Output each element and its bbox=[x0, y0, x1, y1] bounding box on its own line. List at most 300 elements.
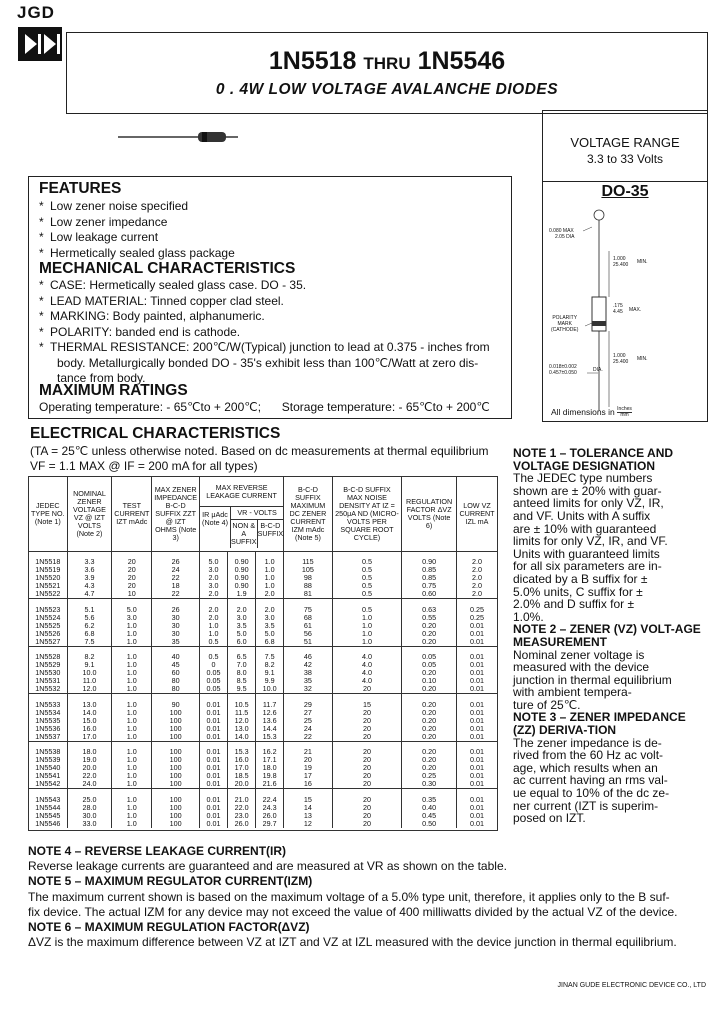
table-cell: 0.90 bbox=[402, 551, 457, 566]
table-cell: 13 bbox=[284, 812, 333, 820]
table-cell: 12.0 bbox=[67, 685, 112, 694]
features-panel bbox=[28, 176, 512, 419]
table-cell: 19.0 bbox=[67, 756, 112, 764]
table-cell: 3.6 bbox=[67, 566, 112, 574]
list-item: * Low leakage current bbox=[39, 230, 159, 244]
table-cell: 1.0 bbox=[256, 566, 284, 574]
table-cell: 61 bbox=[284, 622, 333, 630]
lead-length-label-2 bbox=[613, 353, 628, 365]
dim-text: 1.000 bbox=[613, 256, 626, 262]
table-cell: 1.0 bbox=[200, 622, 228, 630]
table-cell: 1.0 bbox=[112, 804, 152, 812]
table-cell: 1.0 bbox=[332, 622, 401, 630]
note-line: Units with guaranteed limits bbox=[513, 546, 660, 561]
ratings-heading: MAXIMUM RATINGS bbox=[39, 382, 188, 399]
table-cell: 42 bbox=[284, 661, 333, 669]
table-cell: 27 bbox=[284, 709, 333, 717]
table-cell: 100 bbox=[152, 709, 200, 717]
table-cell: 13.0 bbox=[67, 694, 112, 709]
list-item-text: POLARITY: banded end is cathode. bbox=[50, 324, 241, 339]
table-cell: 80 bbox=[152, 677, 200, 685]
table-cell: 15.3 bbox=[228, 741, 256, 756]
table-cell: 0.20 bbox=[402, 741, 457, 756]
list-item: * Low zener noise specified bbox=[39, 199, 189, 213]
table-cell: 0.40 bbox=[402, 804, 457, 812]
table-cell: 6.5 bbox=[228, 646, 256, 661]
list-item-text: Low zener noise specified bbox=[50, 199, 189, 213]
dim-text: MARK bbox=[557, 321, 572, 327]
table-cell: 26 bbox=[152, 551, 200, 566]
dim-text: 4.45 bbox=[613, 309, 623, 315]
table-cell: 33.0 bbox=[67, 820, 112, 828]
dim-text: mm bbox=[620, 412, 629, 419]
table-cell: 20 bbox=[332, 725, 401, 733]
table-cell: 13.0 bbox=[228, 725, 256, 733]
table-cell: 0.20 bbox=[402, 733, 457, 742]
table-cell: 1N5530 bbox=[35, 668, 61, 677]
table-cell: 1N5536 bbox=[35, 723, 61, 733]
table-cell: 1N5524 bbox=[35, 612, 61, 622]
polarity-mark-label bbox=[551, 315, 578, 333]
package-name: DO-35 bbox=[601, 183, 649, 200]
table-cell: 98 bbox=[284, 574, 333, 582]
note-line: with ambient tempera- bbox=[513, 685, 632, 700]
table-cell: 0.01 bbox=[457, 804, 497, 812]
list-item-text: CASE: Hermetically sealed glass case. DO - 35. bbox=[50, 278, 307, 292]
table-cell: 18.5 bbox=[228, 772, 256, 780]
table-cell: 2.0 bbox=[200, 599, 228, 614]
table-cell: 1N5539 bbox=[35, 755, 61, 764]
table-cell: 11.0 bbox=[67, 677, 112, 685]
table-cell: 24 bbox=[152, 566, 200, 574]
table-cell: 3.0 bbox=[200, 566, 228, 574]
table-cell: 0.5 bbox=[332, 551, 401, 566]
table-cell: 1.0 bbox=[112, 772, 152, 780]
table-cell: 0.25 bbox=[457, 599, 497, 614]
table-cell: 2.0 bbox=[457, 582, 497, 590]
table-cell: 2.0 bbox=[228, 599, 256, 614]
table-cell: 0.01 bbox=[457, 646, 497, 661]
table-cell: 0.01 bbox=[200, 804, 228, 812]
part-to: 1N5546 bbox=[417, 47, 506, 75]
table-cell: 3.5 bbox=[228, 622, 256, 630]
table-cell: 2.0 bbox=[200, 574, 228, 582]
table-row bbox=[29, 685, 497, 694]
operating-temp: Operating temperature: - 65℃to + 200℃; bbox=[39, 400, 262, 414]
col-header: IR μAdc (Note 4) bbox=[200, 507, 231, 548]
table-cell: 26.0 bbox=[228, 820, 256, 828]
table-row bbox=[29, 789, 497, 804]
table-row bbox=[29, 638, 497, 647]
note-line: dicated by a B suffix for ± bbox=[513, 571, 648, 586]
table-cell: 38 bbox=[284, 669, 333, 677]
col-header: VR - VOLTS bbox=[231, 507, 283, 520]
table-cell: 0.85 bbox=[402, 574, 457, 582]
table-cell: 0.01 bbox=[457, 772, 497, 780]
table-cell: 0.01 bbox=[457, 756, 497, 764]
table-cell: 21.0 bbox=[228, 789, 256, 804]
note-line: Nominal zener voltage is bbox=[513, 647, 645, 662]
table-cell: 0.05 bbox=[402, 661, 457, 669]
table-cell: 0.5 bbox=[332, 590, 401, 599]
table-cell: 0.20 bbox=[402, 717, 457, 725]
table-cell: 0.50 bbox=[402, 820, 457, 828]
dim-text: DIA. bbox=[593, 367, 603, 373]
table-cell: 0.01 bbox=[200, 812, 228, 820]
conditions-line: VF = 1.1 MAX @ IF = 200 mA for all types) bbox=[30, 459, 258, 473]
table-cell: 0.01 bbox=[457, 733, 497, 742]
table-cell: 1.0 bbox=[112, 725, 152, 733]
table-cell: 1N5543 bbox=[29, 789, 67, 804]
table-cell: 0.20 bbox=[402, 756, 457, 764]
table-cell: 0.01 bbox=[200, 709, 228, 717]
table-cell: 3.9 bbox=[67, 574, 112, 582]
list-item: * POLARITY: banded end is cathode. bbox=[39, 324, 241, 339]
mechanical-list bbox=[39, 278, 490, 387]
thru-label: THRU bbox=[363, 54, 411, 73]
table-cell: 1N5538 bbox=[29, 741, 67, 756]
table-cell: 1.0 bbox=[112, 677, 152, 685]
table-cell: 1.0 bbox=[112, 630, 152, 638]
list-item: * MARKING: Body painted, alphanumeric. bbox=[39, 309, 265, 323]
table-cell: 10.0 bbox=[67, 669, 112, 677]
dim-text: Inches bbox=[617, 406, 632, 413]
dim-text: 0.457±0.050 bbox=[549, 370, 577, 376]
company-logo-icon bbox=[17, 26, 63, 62]
table-cell: 12.0 bbox=[228, 717, 256, 725]
list-item: * LEAD MATERIAL: Tinned copper clad steel. bbox=[39, 293, 284, 308]
table-row bbox=[29, 694, 497, 709]
note-5-title: NOTE 5 – MAXIMUM REGULATOR CURRENT(IZM) bbox=[28, 874, 313, 889]
table-cell: 35 bbox=[284, 677, 333, 685]
storage-temp: Storage temperature: - 65℃to + 200℃ bbox=[281, 400, 490, 414]
table-cell: 15.3 bbox=[256, 733, 284, 742]
note-line: rived from the 60 Hz ac volt- bbox=[513, 748, 664, 763]
table-cell: 0.01 bbox=[457, 764, 497, 772]
dim-text: MIN. bbox=[637, 259, 648, 265]
table-cell: 115 bbox=[284, 551, 333, 566]
table-cell: 20 bbox=[284, 756, 333, 764]
table-cell: 22.0 bbox=[228, 804, 256, 812]
table-cell: 0.01 bbox=[200, 733, 228, 742]
table-row bbox=[29, 590, 497, 599]
table-cell: 8.0 bbox=[228, 669, 256, 677]
body-length-label bbox=[613, 303, 623, 315]
table-cell: 6.2 bbox=[67, 622, 112, 630]
table-cell: 0.75 bbox=[402, 582, 457, 590]
part-number-title bbox=[67, 47, 707, 76]
table-cell: 2.0 bbox=[200, 590, 228, 599]
table-cell: 1.0 bbox=[256, 551, 284, 566]
dim-text: All dimensions in bbox=[551, 407, 615, 417]
table-cell: 20 bbox=[332, 733, 401, 742]
table-cell: 1.0 bbox=[112, 741, 152, 756]
table-cell: 18 bbox=[152, 582, 200, 590]
table-cell: 10 bbox=[112, 590, 152, 599]
table-cell: 2.0 bbox=[256, 599, 284, 614]
table-cell: 1N5528 bbox=[29, 646, 67, 661]
col-header: REGULATION FACTOR ΔVZ VOLTS (Note 6) bbox=[402, 477, 457, 551]
table-cell: 1N5521 bbox=[35, 581, 61, 590]
lead-length-label bbox=[613, 256, 628, 268]
dim-text: MIN. bbox=[637, 356, 648, 362]
table-cell: 0.5 bbox=[332, 566, 401, 574]
table-cell: 22 bbox=[284, 733, 333, 742]
table-cell: 1N5529 bbox=[35, 660, 61, 669]
table-cell: 20 bbox=[332, 764, 401, 772]
note-line: 2.0% and D suffix for ± bbox=[513, 597, 635, 612]
company-footer: JINAN GUDE ELECTRONIC DEVICE CO., LTD bbox=[557, 982, 706, 989]
table-cell: 1N5518 bbox=[35, 557, 61, 566]
table-cell: 5.0 bbox=[200, 551, 228, 566]
table-cell: 35 bbox=[152, 638, 200, 647]
col-header: MAX ZENER IMPEDANCE B-C-D SUFFIX ZZT @ IZT OHMS (Note 3) bbox=[152, 477, 200, 551]
table-cell: 3.0 bbox=[112, 614, 152, 622]
table-cell: 10.5 bbox=[228, 694, 256, 709]
bottom-notes bbox=[28, 844, 708, 950]
table-cell: 40 bbox=[152, 646, 200, 661]
table-cell: 20 bbox=[332, 804, 401, 812]
table-cell: 1N5526 bbox=[35, 628, 61, 638]
table-cell: 0.63 bbox=[402, 599, 457, 614]
table-cell: 20.0 bbox=[67, 764, 112, 772]
note-line: and VF. Units with A suffix bbox=[513, 508, 651, 523]
note-line: 1.0%. bbox=[513, 609, 544, 624]
table-cell: 100 bbox=[152, 733, 200, 742]
col-header: B-C-D SUFFIX MAX NOISE DENSITY AT IZ = 250μA ND (MICRO-VOLTS PER SQUARE ROOT CYCLE) bbox=[332, 477, 401, 551]
table-cell: 6.8 bbox=[256, 638, 284, 647]
table-cell: 5.1 bbox=[67, 599, 112, 614]
table-cell: 0.01 bbox=[457, 677, 497, 685]
table-cell: 0.20 bbox=[402, 638, 457, 647]
note-line: measured with the device bbox=[513, 660, 650, 675]
table-cell: 0.5 bbox=[332, 582, 401, 590]
note-5-line: The maximum current shown is based on the maximum voltage of a 5.0% type unit, therefore, it applies only to the B suf- bbox=[28, 889, 670, 904]
table-cell: 0.01 bbox=[200, 717, 228, 725]
table-cell: 20 bbox=[112, 574, 152, 582]
table-cell: 26 bbox=[152, 599, 200, 614]
table-cell: 100 bbox=[152, 756, 200, 764]
lead-diameter-label bbox=[549, 228, 574, 240]
table-cell: 5.6 bbox=[67, 614, 112, 622]
note-line: The zener impedance is de- bbox=[513, 735, 662, 750]
table-cell: 0.01 bbox=[200, 780, 228, 789]
table-row bbox=[29, 780, 497, 789]
note-line: for all six parameters are in- bbox=[513, 559, 662, 574]
note-line: junction in thermal equilibrium bbox=[513, 672, 672, 687]
list-item: * Hermetically sealed glass package bbox=[39, 245, 235, 260]
list-item-text: body. Metallurgically bonded DO - 35's exhibit less than 100℃/Watt at zero dis- bbox=[57, 355, 479, 370]
table-cell: 29.7 bbox=[256, 820, 284, 828]
table-cell: 20 bbox=[332, 741, 401, 756]
table-cell: 1N5527 bbox=[35, 636, 61, 646]
features-heading: FEATURES bbox=[39, 180, 122, 197]
table-cell: 0.01 bbox=[457, 661, 497, 669]
table-cell: 0.01 bbox=[457, 812, 497, 820]
table-cell: 105 bbox=[284, 566, 333, 574]
table-cell: 0.30 bbox=[402, 780, 457, 789]
dim-text: 2.05 DIA bbox=[555, 234, 575, 240]
table-cell: 14 bbox=[284, 804, 333, 812]
dimensions-footnote bbox=[551, 407, 632, 418]
table-cell: 3.0 bbox=[228, 614, 256, 622]
dim-text: 0.080 MAX bbox=[549, 228, 574, 234]
table-cell: 20 bbox=[332, 685, 401, 694]
col-header: B-C-D SUFFIX bbox=[257, 520, 284, 538]
table-cell: 17.1 bbox=[256, 756, 284, 764]
note-4-title: NOTE 4 – REVERSE LEAKAGE CURRENT(IR) bbox=[28, 844, 287, 858]
table-cell: 18.0 bbox=[256, 764, 284, 772]
list-item-text: LEAD MATERIAL: Tinned copper clad steel. bbox=[50, 293, 284, 308]
table-cell: 1.0 bbox=[112, 638, 152, 647]
table-cell: 1.0 bbox=[200, 630, 228, 638]
note-2-title: NOTE 2 – ZENER (VZ) VOLT-AGE MEASUREMENT bbox=[513, 622, 701, 649]
col-header: MAX REVERSE LEAKAGE CURRENT bbox=[200, 480, 283, 507]
table-cell: 0.20 bbox=[402, 669, 457, 677]
table-cell: 12.6 bbox=[256, 709, 284, 717]
table-cell: 0.05 bbox=[200, 685, 228, 694]
table-cell: 1.0 bbox=[332, 638, 401, 647]
table-cell: 20.0 bbox=[228, 780, 256, 789]
electrical-table bbox=[28, 476, 498, 831]
table-cell: 23.0 bbox=[228, 812, 256, 820]
dim-text: .175 bbox=[613, 303, 623, 309]
table-cell: 0.01 bbox=[457, 669, 497, 677]
note-1-body bbox=[513, 472, 705, 623]
table-cell: 25.0 bbox=[67, 789, 112, 804]
table-cell: 56 bbox=[284, 630, 333, 638]
table-cell: 16 bbox=[284, 780, 333, 789]
table-cell: 1N5546 bbox=[35, 818, 61, 828]
table-cell: 2.0 bbox=[457, 566, 497, 574]
table-cell: 0.01 bbox=[200, 772, 228, 780]
table-cell: 1N5531 bbox=[35, 676, 61, 685]
table-row bbox=[29, 551, 497, 566]
table-cell: 29 bbox=[284, 694, 333, 709]
table-cell: 0.25 bbox=[402, 772, 457, 780]
table-cell: 4.0 bbox=[332, 646, 401, 661]
note-line: posed on IZT. bbox=[513, 811, 586, 826]
table-cell: 1.0 bbox=[112, 694, 152, 709]
table-cell: 15 bbox=[284, 789, 333, 804]
lead-wire-diameter-label bbox=[549, 364, 577, 376]
table-cell: 17.0 bbox=[67, 733, 112, 742]
side-notes bbox=[513, 447, 705, 825]
table-cell: 1.0 bbox=[112, 709, 152, 717]
table-cell: 24.3 bbox=[256, 804, 284, 812]
ratings-line bbox=[39, 400, 490, 416]
table-cell: 20 bbox=[112, 582, 152, 590]
note-line: ture of 25℃. bbox=[513, 697, 581, 712]
table-cell: 2.0 bbox=[457, 574, 497, 582]
note-line: limits for only VZ, IR, and VF. bbox=[513, 534, 668, 549]
table-cell: 0.01 bbox=[457, 685, 497, 694]
conditions-line: (TA = 25℃ unless otherwise noted. Based on dc measurements at thermal equilibrium bbox=[30, 444, 489, 458]
dim-text: 25.400 bbox=[613, 262, 629, 268]
table-cell: 1.0 bbox=[112, 789, 152, 804]
table-cell: 11.5 bbox=[228, 709, 256, 717]
table-cell: 14.0 bbox=[67, 709, 112, 717]
table-cell: 0.01 bbox=[457, 638, 497, 647]
table-cell: 25 bbox=[284, 717, 333, 725]
table-cell: 0.85 bbox=[402, 566, 457, 574]
table-cell: 1N5542 bbox=[35, 779, 61, 788]
table-cell: 1N5520 bbox=[35, 573, 61, 582]
dim-text: MAX. bbox=[629, 307, 642, 313]
features-list bbox=[39, 199, 235, 261]
table-cell: 0.01 bbox=[457, 820, 497, 828]
table-cell: 100 bbox=[152, 789, 200, 804]
table-cell: 16.2 bbox=[256, 741, 284, 756]
electrical-conditions bbox=[30, 444, 488, 474]
table-cell: 0.05 bbox=[200, 677, 228, 685]
table-cell: 1N5532 bbox=[35, 684, 61, 693]
table-cell: 4.0 bbox=[332, 661, 401, 669]
table-cell: 0.01 bbox=[200, 789, 228, 804]
table-cell: 17.0 bbox=[228, 764, 256, 772]
dim-text: (CATHODE) bbox=[551, 327, 579, 333]
table-cell: 28.0 bbox=[67, 804, 112, 812]
table-cell: 22.4 bbox=[256, 789, 284, 804]
table-cell: 100 bbox=[152, 780, 200, 789]
table-cell: 1.0 bbox=[112, 756, 152, 764]
table-cell: 9.9 bbox=[256, 677, 284, 685]
table-cell: 1.0 bbox=[112, 646, 152, 661]
table-cell: 1.0 bbox=[112, 661, 152, 669]
table-cell: 0.01 bbox=[200, 741, 228, 756]
table-cell: 3.5 bbox=[256, 622, 284, 630]
table-cell: 0.90 bbox=[228, 566, 256, 574]
table-cell: 3.0 bbox=[200, 582, 228, 590]
table-cell: 9.5 bbox=[228, 685, 256, 694]
table-cell: 20 bbox=[332, 756, 401, 764]
table-cell: 0.90 bbox=[228, 582, 256, 590]
table-cell: 6.0 bbox=[228, 638, 256, 647]
note-4-body: Reverse leakage currents are guaranteed and are measured at VR as shown on the table. bbox=[28, 859, 507, 874]
table-cell: 100 bbox=[152, 764, 200, 772]
list-item-text: THERMAL RESISTANCE: 200℃/W(Typical) junction to lead at 0.375 - inches from bbox=[50, 340, 490, 354]
table-cell: 0.35 bbox=[402, 789, 457, 804]
table-cell: 5.0 bbox=[228, 630, 256, 638]
table-row bbox=[29, 820, 497, 828]
table-cell: 3.0 bbox=[256, 614, 284, 622]
table-cell: 100 bbox=[152, 804, 200, 812]
table-cell: 1N5522 bbox=[35, 589, 61, 598]
table-cell: 100 bbox=[152, 812, 200, 820]
table-cell: 0.20 bbox=[402, 764, 457, 772]
list-item-text: MARKING: Body painted, alphanumeric. bbox=[50, 309, 265, 323]
table-cell: 11.7 bbox=[256, 694, 284, 709]
table-cell: 1.0 bbox=[112, 780, 152, 789]
table-cell: 1N5519 bbox=[35, 565, 61, 574]
table-cell: 46 bbox=[284, 646, 333, 661]
table-body bbox=[29, 551, 497, 828]
table-row bbox=[29, 741, 497, 756]
table-cell: 0.55 bbox=[402, 614, 457, 622]
table-cell: 45 bbox=[152, 661, 200, 669]
table-cell: 0.20 bbox=[402, 622, 457, 630]
table-cell: 15 bbox=[332, 694, 401, 709]
table-cell: 1.0 bbox=[112, 812, 152, 820]
table-cell: 1.0 bbox=[112, 685, 152, 694]
table-cell: 1N5523 bbox=[29, 599, 67, 614]
table-cell: 90 bbox=[152, 694, 200, 709]
table-cell: 0.05 bbox=[402, 646, 457, 661]
product-subtitle: 0 . 4W LOW VOLTAGE AVALANCHE DIODES bbox=[215, 81, 559, 98]
table-cell: 30 bbox=[152, 630, 200, 638]
table-cell: 1.0 bbox=[112, 669, 152, 677]
table-cell: 100 bbox=[152, 717, 200, 725]
